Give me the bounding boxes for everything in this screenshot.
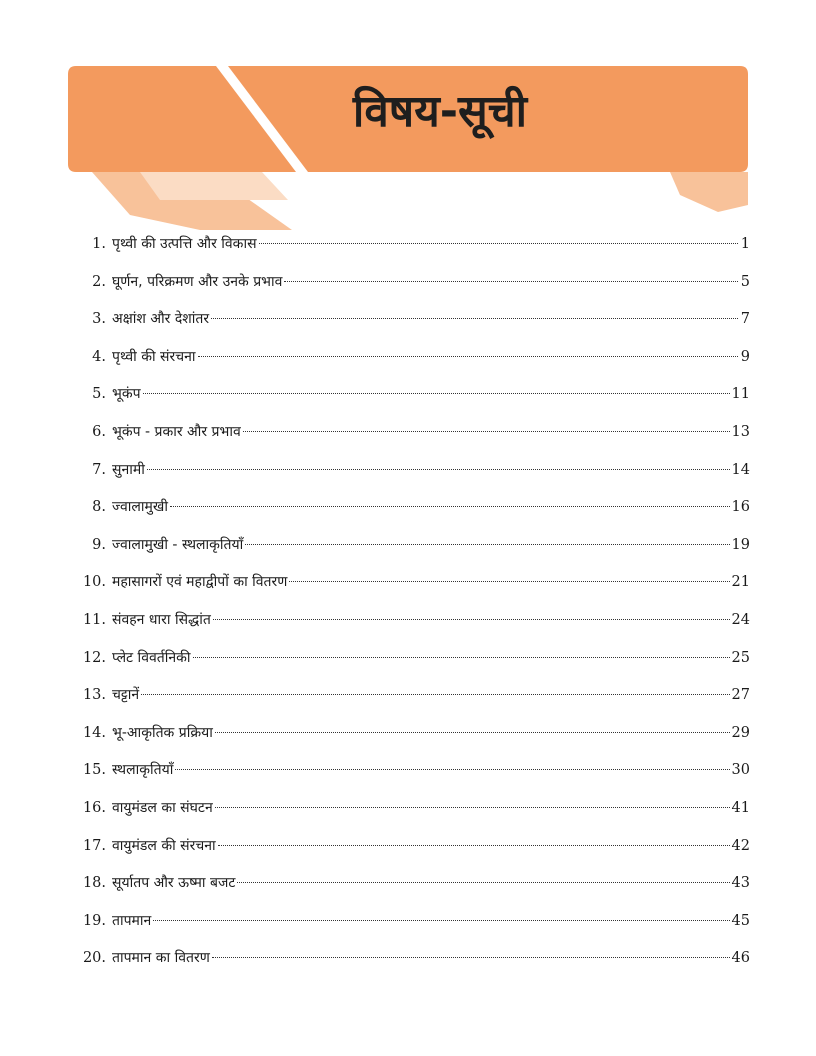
toc-dot-leader	[143, 393, 730, 394]
toc-entry[interactable]	[80, 677, 750, 715]
toc-entry-title[interactable]: अक्षांश और देशांतर	[112, 311, 210, 328]
toc-dot-leader	[212, 957, 730, 958]
toc-dot-leader	[211, 318, 738, 319]
toc-entry-title[interactable]: प्लेट विवर्तनिकी	[112, 649, 191, 666]
toc-dot-leader	[243, 431, 730, 432]
toc-entry-page[interactable]: 1	[740, 236, 750, 252]
toc-entry-number: 19.	[82, 912, 106, 929]
toc-entry-page[interactable]: 29	[731, 724, 750, 741]
toc-entry[interactable]	[80, 226, 750, 264]
toc-entry[interactable]	[80, 940, 750, 978]
toc-entry[interactable]	[80, 602, 750, 640]
toc-dot-leader	[170, 506, 730, 507]
toc-entry-title[interactable]: ज्वालामुखी	[112, 499, 168, 516]
toc-entry-page[interactable]: 14	[731, 461, 750, 478]
toc-entry-page[interactable]: 13	[731, 423, 750, 440]
table-of-contents	[80, 226, 750, 978]
toc-entry-title[interactable]: भू-आकृतिक प्रक्रिया	[112, 724, 213, 741]
toc-dot-leader	[153, 920, 729, 921]
toc-entry-number: 14.	[82, 724, 106, 741]
toc-entry-title[interactable]: सूर्यातप और ऊष्मा बजट	[112, 875, 236, 892]
toc-entry-number: 16.	[82, 799, 106, 816]
toc-entry-page[interactable]: 11	[731, 386, 750, 403]
toc-entry-page[interactable]: 45	[731, 912, 750, 929]
toc-entry[interactable]	[80, 339, 750, 377]
toc-dot-leader	[245, 544, 729, 545]
toc-entry[interactable]	[80, 752, 750, 790]
banner-tail-right	[670, 172, 748, 212]
toc-entry[interactable]	[80, 903, 750, 941]
toc-dot-leader	[218, 845, 730, 846]
toc-dot-leader	[213, 619, 730, 620]
toc-entry[interactable]	[80, 715, 750, 753]
toc-entry-page[interactable]: 9	[740, 348, 750, 365]
toc-entry-title[interactable]: वायुमंडल का संघटन	[112, 799, 213, 816]
toc-entry-title[interactable]: वायुमंडल की संरचना	[112, 837, 216, 854]
toc-entry-number: 1.	[92, 236, 106, 252]
toc-entry-title[interactable]: सुनामी	[112, 461, 145, 478]
toc-entry[interactable]	[80, 790, 750, 828]
toc-entry-number: 15.	[82, 762, 106, 779]
toc-dot-leader	[198, 356, 738, 357]
toc-entry-title[interactable]: भूकंप	[112, 386, 141, 403]
toc-entry-page[interactable]: 5	[740, 273, 750, 290]
toc-entry[interactable]	[80, 301, 750, 339]
toc-entry-number: 8.	[92, 499, 106, 516]
toc-entry-title[interactable]: ज्वालामुखी - स्थलाकृतियाँ	[112, 536, 244, 553]
toc-entry-number: 6.	[92, 423, 106, 440]
toc-entry[interactable]	[80, 376, 750, 414]
title-banner	[0, 0, 816, 230]
toc-entry[interactable]	[80, 640, 750, 678]
toc-entry[interactable]	[80, 564, 750, 602]
toc-dot-leader	[284, 281, 738, 282]
toc-entry-title[interactable]: घूर्णन, परिक्रमण और उनके प्रभाव	[112, 273, 283, 290]
toc-entry[interactable]	[80, 828, 750, 866]
toc-dot-leader	[289, 581, 729, 582]
toc-entry-page[interactable]: 21	[731, 574, 750, 591]
toc-entry-title[interactable]: पृथ्वी की संरचना	[112, 348, 196, 365]
toc-dot-leader	[215, 732, 730, 733]
toc-entry-page[interactable]: 46	[731, 950, 750, 967]
toc-entry-title[interactable]: पृथ्वी की उत्पत्ति और विकास	[112, 236, 257, 252]
toc-entry-page[interactable]: 30	[731, 762, 750, 779]
toc-dot-leader	[175, 769, 729, 770]
toc-entry-number: 5.	[92, 386, 106, 403]
toc-entry-number: 2.	[92, 273, 106, 290]
toc-entry-number: 13.	[82, 687, 106, 704]
toc-entry-page[interactable]: 25	[731, 649, 750, 666]
page-title: विषय-सूची	[352, 86, 528, 137]
toc-entry-number: 9.	[92, 536, 106, 553]
toc-entry-title[interactable]: तापमान	[112, 912, 152, 929]
toc-entry-page[interactable]: 41	[731, 799, 750, 816]
toc-dot-leader	[147, 469, 730, 470]
toc-dot-leader	[259, 243, 738, 244]
toc-entry-number: 4.	[92, 348, 106, 365]
toc-entry-page[interactable]: 7	[740, 311, 750, 328]
toc-entry[interactable]	[80, 527, 750, 565]
toc-entry-page[interactable]: 27	[731, 687, 750, 704]
toc-entry[interactable]	[80, 452, 750, 490]
toc-entry-page[interactable]: 24	[731, 611, 750, 628]
toc-dot-leader	[193, 657, 730, 658]
toc-entry-page[interactable]: 42	[731, 837, 750, 854]
toc-entry-number: 11.	[82, 611, 106, 628]
toc-entry[interactable]	[80, 264, 750, 302]
toc-entry-page[interactable]: 43	[731, 875, 750, 892]
toc-entry-page[interactable]: 16	[731, 499, 750, 516]
banner-fold-left	[140, 172, 288, 200]
toc-entry-title[interactable]: भूकंप - प्रकार और प्रभाव	[112, 423, 241, 440]
toc-dot-leader	[237, 882, 729, 883]
toc-entry-number: 12.	[82, 649, 106, 666]
toc-entry-title[interactable]: संवहन धारा सिद्धांत	[112, 611, 211, 628]
toc-entry[interactable]	[80, 489, 750, 527]
toc-entry-title[interactable]: स्थलाकृतियाँ	[112, 762, 174, 779]
toc-entry[interactable]	[80, 414, 750, 452]
toc-dot-leader	[215, 807, 730, 808]
toc-entry-title[interactable]: महासागरों एवं महाद्वीपों का वितरण	[112, 574, 288, 591]
toc-entry[interactable]	[80, 865, 750, 903]
toc-entry-number: 10.	[82, 574, 106, 591]
toc-dot-leader	[141, 694, 729, 695]
toc-entry-number: 7.	[92, 461, 106, 478]
toc-entry-title[interactable]: तापमान का वितरण	[112, 950, 210, 967]
toc-entry-number: 17.	[82, 837, 106, 854]
toc-entry-number: 20.	[82, 950, 106, 967]
toc-entry-number: 18.	[82, 875, 106, 892]
toc-entry-title[interactable]: चट्टानें	[112, 687, 140, 704]
toc-entry-page[interactable]: 19	[731, 536, 750, 553]
toc-entry-number: 3.	[92, 311, 106, 328]
